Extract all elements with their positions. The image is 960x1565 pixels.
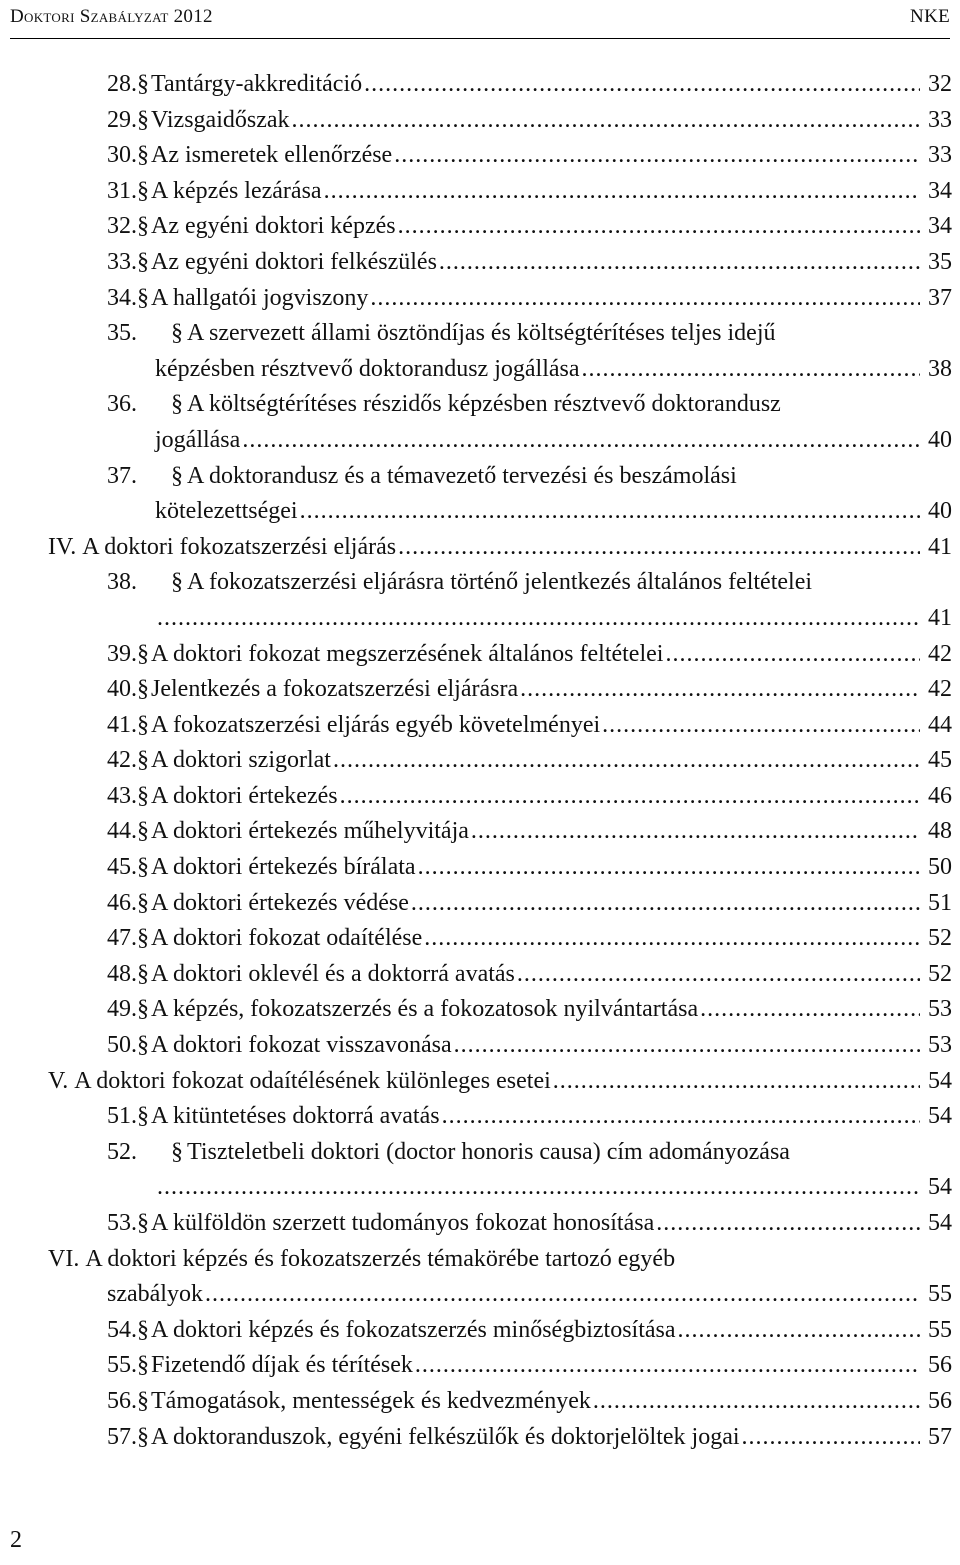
toc-entry-title-continued: képzésben résztvevő doktorandusz jogállása (155, 355, 580, 382)
toc-entry-title: Az ismeretek ellenőrzése (151, 142, 393, 169)
toc-entry-title: A fokozatszerzési eljárás egyéb követelményei (151, 711, 601, 738)
toc-entry-number: 48. (107, 960, 137, 987)
dot-leader (520, 672, 920, 708)
section-sign: § (137, 248, 149, 275)
toc-page-number: 40 (928, 426, 952, 453)
section-sign: § (137, 676, 149, 703)
toc-entry-number: 47. (107, 925, 137, 952)
section-sign: § (137, 747, 149, 774)
dot-leader (333, 743, 920, 779)
toc-page-number: 52 (928, 925, 952, 952)
toc-entry-title: A doktorandusz és a témavezető tervezési és beszámolási (187, 462, 737, 489)
toc-entry-title: Fizetendő díjak és térítések (151, 1352, 413, 1379)
toc-page-number: 46 (928, 782, 952, 809)
section-sign: § (137, 142, 149, 169)
toc-entry-continuation[interactable] (48, 601, 952, 637)
toc-entry-title: Jelentkezés a fokozatszerzési eljárásra (151, 676, 519, 703)
toc-entry-continuation[interactable] (48, 352, 952, 388)
toc-entry-number: 49. (107, 996, 137, 1023)
toc-section-entry[interactable] (48, 174, 952, 210)
toc-entry-title: A kitüntetéses doktorrá avatás (151, 1103, 440, 1130)
toc-page-number: 37 (928, 284, 952, 311)
toc-section-entry[interactable] (48, 209, 952, 245)
toc-entry-continuation[interactable] (48, 494, 952, 530)
toc-entry-number: 46. (107, 889, 137, 916)
toc-entry-title: A doktori oklevél és a doktorrá avatás (151, 960, 515, 987)
dot-leader (678, 1313, 920, 1349)
toc-entry-number: 44. (107, 818, 137, 845)
toc-page-number: 54 (928, 1067, 952, 1094)
section-sign: § (137, 1316, 149, 1343)
toc-entry-title: A doktori értekezés műhelyvitája (151, 818, 469, 845)
section-sign: § (137, 1352, 149, 1379)
toc-page-number: 53 (928, 1032, 952, 1059)
toc-entry-title: A költségtérítéses részidős képzésben résztvevő doktorandusz (187, 391, 781, 418)
toc-entry-number: IV. (48, 533, 77, 560)
toc-entry-number: 37. (107, 462, 137, 489)
page-number: 2 (10, 1527, 22, 1553)
section-sign: § (171, 569, 183, 596)
toc-entry-number: 28. (107, 71, 137, 97)
toc-page-number: 54 (928, 1174, 952, 1201)
toc-entry-number: 31. (107, 177, 137, 204)
toc-entry-number: 33. (107, 248, 137, 275)
dot-leader (394, 138, 920, 174)
toc-entry-title: Az egyéni doktori felkészülés (151, 248, 437, 275)
toc-section-entry[interactable] (48, 1099, 952, 1135)
toc-section-entry[interactable] (48, 281, 952, 317)
section-sign: § (137, 1103, 149, 1130)
toc-entry-title: A képzés, fokozatszerzés és a fokozatosok nyilvántartása (151, 996, 699, 1023)
toc-entry-title: A képzés lezárása (151, 177, 322, 204)
toc-entry-title-continued: jogállása (155, 426, 241, 453)
toc-page-number: 55 (928, 1281, 952, 1308)
dot-leader (454, 1028, 920, 1064)
toc-section-entry[interactable] (48, 708, 952, 744)
toc-section-entry[interactable] (48, 779, 952, 815)
toc-section-entry[interactable] (48, 992, 952, 1028)
toc-page-number: 55 (928, 1316, 952, 1343)
toc-entry-title: A doktori értekezés (151, 782, 338, 809)
toc-page-number: 34 (928, 177, 952, 204)
toc-section-entry[interactable] (48, 1384, 952, 1420)
toc-entry-title: A doktori képzés és fokozatszerzés témakörébe tartozó egyéb (85, 1245, 676, 1272)
toc-entry-number: 36. (107, 391, 137, 418)
toc-section-entry[interactable] (48, 1348, 952, 1384)
section-sign: § (137, 284, 149, 311)
toc-entry-title-continued: kötelezettségei (155, 498, 298, 525)
toc-entry-number: V. (48, 1067, 69, 1094)
toc-entry-number: 54. (107, 1316, 137, 1343)
toc-entry-number: 52. (107, 1138, 137, 1165)
section-sign: § (137, 1210, 149, 1236)
dot-leader (415, 1348, 920, 1384)
toc-entry-title: A doktori szigorlat (151, 747, 331, 774)
toc-page-number: 51 (928, 889, 952, 916)
dot-leader (553, 1064, 920, 1100)
toc-entry-number: 34. (107, 284, 137, 311)
dot-leader (442, 1099, 920, 1135)
toc-section-entry[interactable] (48, 850, 952, 886)
toc-entry-continuation[interactable] (48, 423, 952, 459)
dot-leader (593, 1384, 920, 1420)
toc-section-entry[interactable] (48, 921, 952, 957)
toc-entry-title: A doktori értekezés védése (151, 889, 409, 916)
section-sign: § (137, 960, 149, 987)
section-sign: § (137, 889, 149, 916)
toc-page-number: 54 (928, 1210, 952, 1236)
toc-entry-number: 42. (107, 747, 137, 774)
toc-section-entry[interactable] (48, 459, 952, 495)
toc-page-number: 44 (928, 711, 952, 738)
dot-leader (157, 601, 920, 637)
dot-leader (411, 886, 920, 922)
toc-page-number: 50 (928, 854, 952, 881)
toc-entry-title: Az egyéni doktori képzés (151, 213, 396, 240)
toc-page-number: 34 (928, 213, 952, 240)
dot-leader (205, 1277, 920, 1313)
section-sign: § (137, 996, 149, 1023)
toc-section-entry[interactable] (48, 1420, 952, 1456)
toc-page-number: 41 (928, 604, 952, 631)
dot-leader (656, 1206, 920, 1242)
section-sign: § (171, 391, 183, 418)
toc-page-number: 53 (928, 996, 952, 1023)
toc-entry-number: 38. (107, 569, 137, 596)
toc-entry-number: 45. (107, 854, 137, 881)
section-sign: § (137, 71, 149, 97)
dot-leader (700, 992, 920, 1028)
toc-entry-number: 50. (107, 1032, 137, 1059)
toc-entry-number: VI. (48, 1245, 80, 1272)
toc-entry-title: A fokozatszerzési eljárásra történő jelentkezés általános feltételei (187, 569, 813, 596)
toc-entry-number: 32. (107, 213, 137, 240)
toc-entry-title-continued: szabályok (107, 1281, 203, 1308)
toc-entry-title: Tiszteletbeli doktori (doctor honoris causa) cím adományozása (187, 1138, 790, 1165)
toc-entry-title: A doktori értekezés bírálata (151, 854, 416, 881)
dot-leader (418, 850, 920, 886)
toc-page-number: 35 (928, 248, 952, 275)
table-of-contents (48, 67, 952, 1455)
dot-leader (424, 921, 920, 957)
toc-section-entry[interactable] (48, 886, 952, 922)
toc-entry-title: A külföldön szerzett tudományos fokozat honosítása (151, 1210, 655, 1236)
toc-section-entry[interactable] (48, 103, 952, 139)
toc-section-entry[interactable] (48, 245, 952, 281)
dot-leader (742, 1420, 920, 1456)
section-sign: § (137, 925, 149, 952)
toc-entry-number: 53. (107, 1210, 137, 1236)
dot-leader (370, 281, 920, 317)
dot-leader (517, 957, 920, 993)
toc-page-number: 57 (928, 1423, 952, 1450)
section-sign: § (137, 213, 149, 240)
toc-section-entry[interactable] (48, 316, 952, 352)
section-sign: § (171, 1138, 183, 1165)
toc-section-entry[interactable] (48, 67, 952, 103)
toc-page-number: 33 (928, 106, 952, 133)
toc-entry-number: 51. (107, 1103, 137, 1130)
toc-entry-title: A doktori fokozat odaítélésének különleges esetei (74, 1067, 551, 1094)
toc-section-entry[interactable] (48, 743, 952, 779)
toc-page-number: 54 (928, 1103, 952, 1130)
toc-page-number: 56 (928, 1387, 952, 1414)
toc-section-entry[interactable] (48, 1028, 952, 1064)
toc-entry-number: 56. (107, 1387, 137, 1414)
toc-entry-title: A doktori fokozat odaítélése (151, 925, 423, 952)
toc-entry-continuation[interactable] (48, 1170, 952, 1206)
toc-entry-number: 29. (107, 106, 137, 133)
toc-page-number: 42 (928, 676, 952, 703)
toc-section-entry[interactable] (48, 565, 952, 601)
section-sign: § (137, 711, 149, 738)
section-sign: § (137, 854, 149, 881)
dot-leader (398, 530, 920, 566)
running-header (10, 0, 950, 39)
header-publisher: NKE (910, 6, 950, 27)
dot-leader (292, 103, 920, 139)
toc-chapter-entry[interactable] (48, 1242, 952, 1278)
toc-entry-number: 35. (107, 320, 137, 347)
section-sign: § (137, 640, 149, 667)
toc-page-number: 56 (928, 1352, 952, 1379)
section-sign: § (137, 1032, 149, 1059)
dot-leader (242, 423, 920, 459)
toc-section-entry[interactable] (48, 1206, 952, 1242)
toc-entry-title: A doktori képzés és fokozatszerzés minőségbiztosítása (151, 1316, 676, 1343)
dot-leader (300, 494, 920, 530)
toc-chapter-entry[interactable] (48, 1064, 952, 1100)
toc-entry-continuation[interactable] (48, 1277, 952, 1313)
toc-page-number: 33 (928, 142, 952, 169)
toc-section-entry[interactable] (48, 138, 952, 174)
toc-section-entry[interactable] (48, 814, 952, 850)
section-sign: § (137, 106, 149, 133)
section-sign: § (137, 782, 149, 809)
section-sign: § (137, 177, 149, 204)
dot-leader (324, 174, 920, 210)
toc-page-number: 41 (928, 533, 952, 560)
toc-page-number: 40 (928, 498, 952, 525)
toc-entry-title: A doktoranduszok, egyéni felkészülők és doktorjelöltek jogai (151, 1423, 740, 1450)
section-sign: § (137, 1387, 149, 1414)
dot-leader (582, 352, 920, 388)
toc-entry-number: 43. (107, 782, 137, 809)
toc-entry-number: 57. (107, 1423, 137, 1450)
header-title: Doktori Szabályzat 2012 (10, 6, 213, 27)
toc-entry-title: Vizsgaidőszak (151, 106, 290, 133)
toc-page-number: 45 (928, 747, 952, 774)
toc-section-entry[interactable] (48, 1135, 952, 1171)
toc-entry-title: Támogatások, mentességek és kedvezmények (151, 1387, 591, 1414)
section-sign: § (137, 818, 149, 845)
toc-section-entry[interactable] (48, 1313, 952, 1349)
toc-section-entry[interactable] (48, 637, 952, 673)
dot-leader (364, 67, 920, 103)
toc-entry-number: 30. (107, 142, 137, 169)
toc-entry-title: Tantárgy-akkreditáció (151, 71, 363, 97)
toc-page-number: 32 (928, 71, 952, 97)
toc-entry-number: 55. (107, 1352, 137, 1379)
toc-chapter-entry[interactable] (48, 530, 952, 566)
toc-entry-title: A doktori fokozat visszavonása (151, 1032, 452, 1059)
dot-leader (665, 637, 920, 673)
toc-entry-title: A doktori fokozatszerzési eljárás (82, 533, 397, 560)
section-sign: § (171, 462, 183, 489)
dot-leader (398, 209, 920, 245)
toc-page-number: 48 (928, 818, 952, 845)
dot-leader (340, 779, 920, 815)
section-sign: § (137, 1423, 149, 1450)
toc-section-entry[interactable] (48, 387, 952, 423)
toc-page-number: 42 (928, 640, 952, 667)
dot-leader (439, 245, 920, 281)
dot-leader (157, 1170, 920, 1206)
section-sign: § (171, 320, 183, 347)
toc-section-entry[interactable] (48, 672, 952, 708)
toc-entry-number: 41. (107, 711, 137, 738)
toc-page-number: 52 (928, 960, 952, 987)
toc-entry-title: A szervezett állami ösztöndíjas és költségtérítéses teljes idejű (187, 320, 776, 347)
dot-leader (471, 814, 920, 850)
toc-section-entry[interactable] (48, 957, 952, 993)
toc-entry-number: 39. (107, 640, 137, 667)
toc-entry-number: 40. (107, 676, 137, 703)
toc-entry-title: A hallgatói jogviszony (151, 284, 369, 311)
toc-page-number: 38 (928, 355, 952, 382)
dot-leader (602, 708, 920, 744)
toc-entry-title: A doktori fokozat megszerzésének általános feltételei (151, 640, 664, 667)
